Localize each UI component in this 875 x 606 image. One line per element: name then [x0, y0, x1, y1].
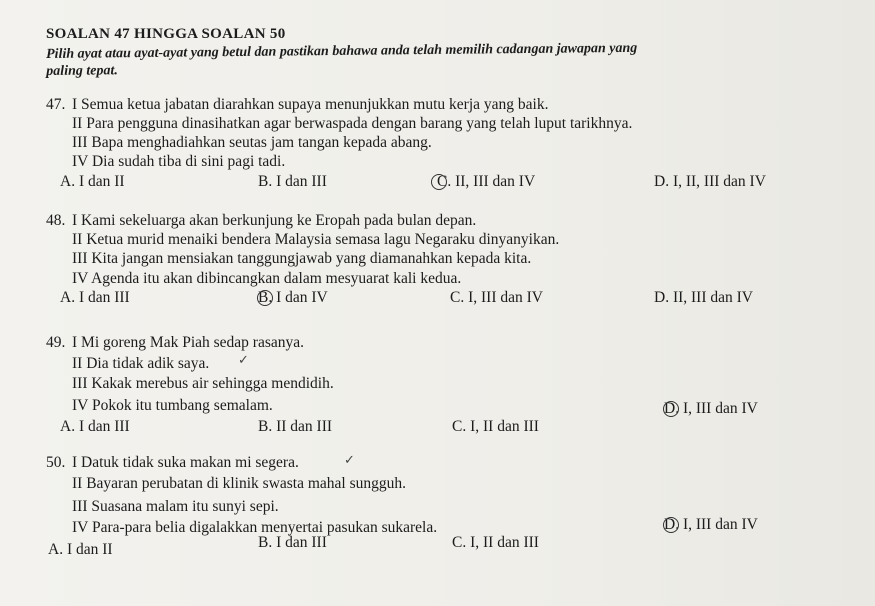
option-d[interactable]: D. I, III dan IV [664, 516, 758, 533]
option-c[interactable]: C. I, III dan IV [450, 289, 543, 306]
option-d[interactable]: D. II, III dan IV [654, 289, 753, 306]
option-c[interactable]: C. I, II dan III [452, 418, 539, 435]
instruction-line-1: Pilih ayat atau ayat-ayat yang betul dan pastikan bahawa anda telah memilih cadangan jawapan yang [46, 40, 638, 62]
statement: II Ketua murid menaiki bendera Malaysia semasa lagu Negaraku dinyanyikan. [72, 231, 560, 248]
statement: I Kami sekeluarga akan berkunjung ke Eropah pada bulan depan. [72, 212, 477, 229]
option-a[interactable]: A. I dan II [60, 173, 125, 190]
option-d[interactable]: D. I, II, III dan IV [654, 173, 766, 190]
statement: III Kakak merebus air sehingga mendidih. [72, 375, 334, 392]
statement: III Suasana malam itu sunyi sepi. [72, 498, 279, 515]
option-b[interactable]: B. I dan IV [258, 289, 328, 306]
option-c[interactable]: C. I, II dan III [452, 534, 539, 551]
question-number: 49. [46, 334, 66, 351]
statement: IV Pokok itu tumbang semalam. [72, 397, 273, 414]
instruction [46, 38, 826, 80]
statement: I Semua ketua jabatan diarahkan supaya menunjukkan mutu kerja yang baik. [72, 96, 549, 113]
answer-circle-mark [663, 517, 679, 533]
statement: II Para pengguna dinasihatkan agar berwaspada dengan barang yang telah luput tarikhnya. [72, 115, 633, 132]
statement: II Dia tidak adik saya. [72, 355, 210, 372]
section-title: SOALAN 47 HINGGA SOALAN 50 [46, 26, 286, 42]
statement: IV Agenda itu akan dibincangkan dalam mesyuarat kali kedua. [72, 270, 462, 287]
option-c[interactable]: C. II, III dan IV [437, 173, 536, 190]
option-a[interactable]: A. I dan III [60, 418, 130, 435]
check-mark-icon: ✓ [344, 452, 355, 467]
question-number: 50. [46, 454, 66, 471]
option-b[interactable]: B. I dan III [258, 534, 327, 551]
check-mark-icon: ✓ [238, 352, 249, 367]
answer-circle-mark [663, 401, 679, 417]
statement: III Kita jangan mensiakan tanggungjawab yang diamanahkan kepada kita. [72, 250, 532, 267]
statement: II Bayaran perubatan di klinik swasta mahal sungguh. [72, 475, 407, 492]
statement: IV Para-para belia digalakkan menyertai pasukan sukarela. [72, 519, 438, 536]
option-a[interactable]: A. I dan III [60, 289, 130, 306]
question-number: 47. [46, 96, 66, 113]
instruction-line-2: paling tepat. [46, 63, 118, 79]
option-b[interactable]: B. I dan III [258, 173, 327, 190]
option-d[interactable]: D. I, III dan IV [664, 400, 758, 417]
statement: I Datuk tidak suka makan mi segera. [72, 454, 299, 471]
question-number: 48. [46, 212, 66, 229]
answer-circle-mark [257, 290, 273, 306]
option-a[interactable]: A. I dan II [48, 541, 113, 558]
statement: III Bapa menghadiahkan seutas jam tangan kepada abang. [72, 134, 432, 151]
statement: IV Dia sudah tiba di sini pagi tadi. [72, 153, 286, 170]
statement: I Mi goreng Mak Piah sedap rasanya. [72, 334, 305, 351]
option-b[interactable]: B. II dan III [258, 418, 333, 435]
answer-circle-mark [431, 174, 447, 190]
